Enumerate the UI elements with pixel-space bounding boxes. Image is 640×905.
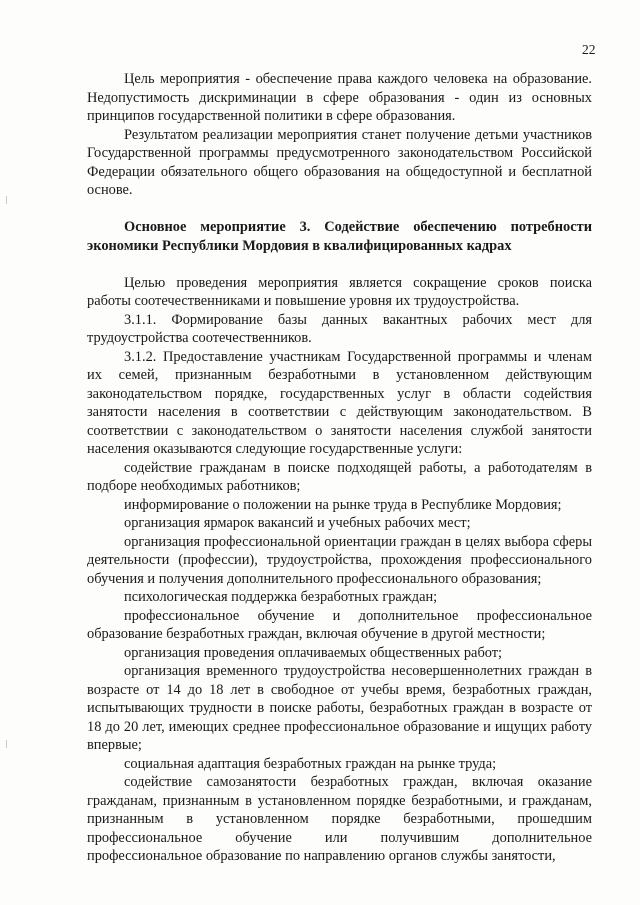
list-item: организация временного трудоустройства несовершеннолетних граждан в возрасте от 14 до 18 лет в свободное от учебы время, безработных граждан, испытывающих трудности в поиске работы, безработных граждан в возрасте от 18 до 20 лет, имеющих среднее профессиональное образование и ищущих работу впервые; xyxy=(87,663,592,753)
paragraph: Целью проведения мероприятия является сокращение сроков поиска работы соотечественниками и повышение уровня их трудоустройства. xyxy=(87,274,592,309)
paragraph: 3.1.2. Предоставление участникам Государственной программы и членам их семей, признанным безработными в установленном действующим законодательством порядке, государственных услуг в области содействия занятости населения в соответствии с действующим законодательством. В соответствии с законодательством о занятости населения службой занятости населения оказываются следующие государственные услуги: xyxy=(87,348,592,457)
list-item: профессиональное обучение и дополнительное профессиональное образование безработных граждан, включая обучение в другой местности; xyxy=(87,607,592,642)
list-item: организация проведения оплачиваемых общественных работ; xyxy=(124,644,503,661)
list-item: организация профессиональной ориентации граждан в целях выбора сферы деятельности (профессии), трудоустройства, прохождения профессионального обучения и получения дополнительного профессионального образования; xyxy=(87,533,592,587)
section-heading: Основное мероприятие 3. Содействие обеспечению потребности экономики Республики Мордовия в квалифицированных кадрах xyxy=(87,219,592,254)
list-item: содействие гражданам в поиске подходящей работы, а работодателям в подборе необходимых работников; xyxy=(87,459,592,494)
paragraph: Результатом реализации мероприятия станет получение детьми участников Государственной программы предусмотренного законодательством Российской Федерации обязательного общего образования на общедоступной и бесплатной основе. xyxy=(87,126,592,198)
scan-edge-mark xyxy=(6,196,7,204)
paragraph: 3.1.1. Формирование базы данных вакантных рабочих мест для трудоустройства соотечественников. xyxy=(87,311,592,346)
paragraph: Цель мероприятия - обеспечение права каждого человека на образование. Недопустимость дискриминации в сфере образования - один из основных принципов государственной политики в сфере образования. xyxy=(87,71,592,124)
scan-edge-mark xyxy=(6,740,7,748)
list-item: социальная адаптация безработных граждан на рынке труда; xyxy=(124,755,497,772)
list-item: содействие самозанятости безработных граждан, включая оказание гражданам, признанным в установленном порядке безработными, и гражданам, признанным в установленном порядке безработными, прошедшим профессиональное обучение или получившим дополнительное профессиональное образование по направлению органов службы занятости, xyxy=(87,774,592,864)
list-item: организация ярмарок вакансий и учебных рабочих мест; xyxy=(124,515,471,531)
document-body xyxy=(87,70,592,866)
page-number: 22 xyxy=(582,42,596,57)
list-item: психологическая поддержка безработных граждан; xyxy=(124,589,438,605)
list-item: информирование о положении на рынке труда в Республике Мордовия; xyxy=(124,496,562,513)
